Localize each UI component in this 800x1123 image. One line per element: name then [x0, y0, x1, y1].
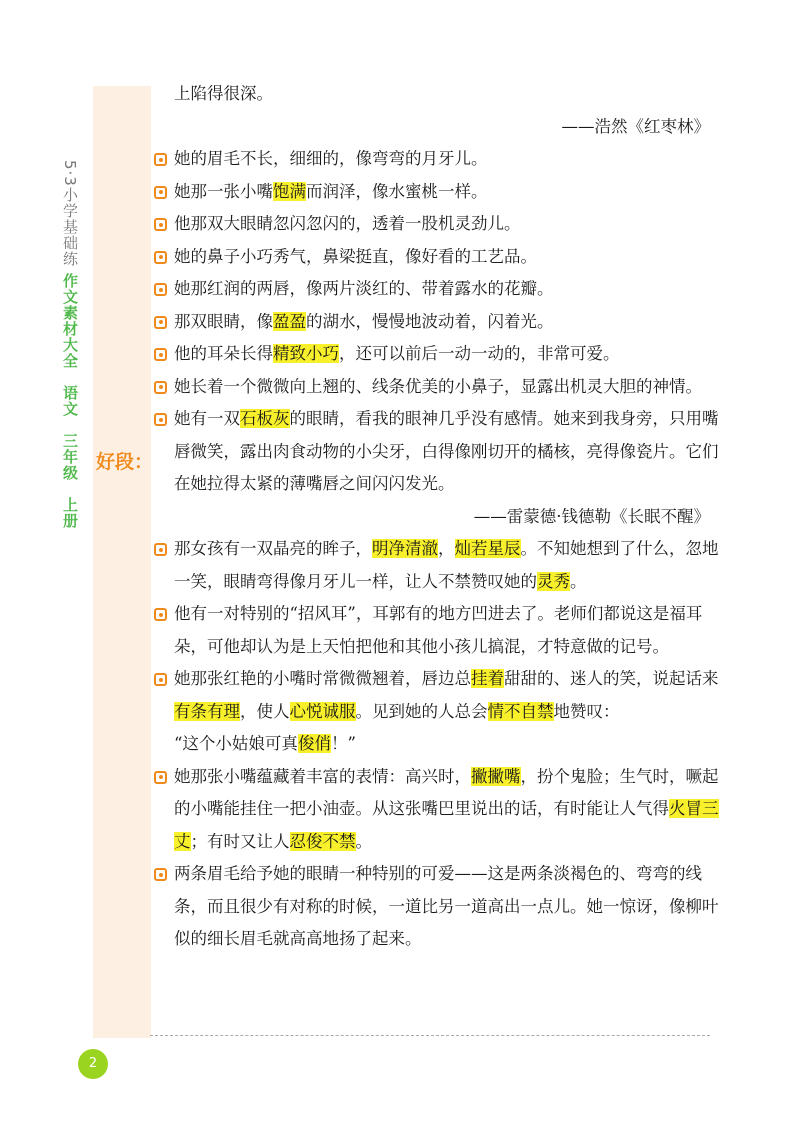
- book-brand: 5·3小学基础练: [61, 160, 79, 267]
- item-text: ，还可以前后一动一动的，非常可爱。: [339, 344, 620, 363]
- item-text: 她那红润的两唇，像两片淡红的、带着露水的花瓣。: [174, 279, 554, 298]
- item-text: 他的耳朵长得: [174, 344, 273, 363]
- highlight-text: 情不自禁: [487, 701, 554, 721]
- list-item: [160, 208, 720, 241]
- item-text: 。: [570, 571, 587, 591]
- item-text: 她的眉毛不长，细细的，像弯弯的月牙儿。: [174, 149, 488, 168]
- item-text: ；有时又让人: [190, 831, 290, 851]
- item-text: 她那张小嘴蕴藏着丰富的表情：高兴时，: [174, 766, 471, 786]
- item-text: 那双眼睛，像: [174, 311, 273, 331]
- list-item: [160, 273, 720, 306]
- list-item: [160, 306, 720, 339]
- highlight-text: 俊俏: [297, 734, 331, 753]
- item-text: 的眼睛，看我的眼神几乎没有感情。她来到我身旁，只用嘴唇微笑，露出肉食动物的小尖牙，白得像刚切开的橘核，亮得像瓷片。它们在她拉得太紧的薄嘴唇之间闪闪发光。: [174, 409, 719, 493]
- bullet-icon: [154, 771, 167, 784]
- list-item: [160, 241, 720, 274]
- section-label-good-paragraph: 好段：: [96, 451, 154, 473]
- item-text: 甜甜的、迷人的笑，说起话来: [504, 669, 719, 688]
- item-text: ！”: [330, 734, 356, 753]
- highlight-text: 饱满: [273, 181, 306, 201]
- paragraph-item: [160, 598, 720, 663]
- item-text: 的湖水，慢慢地波动着，闪着光。: [306, 311, 554, 331]
- item-text: 她有一双: [174, 409, 240, 428]
- source-citation: ——雷蒙德·钱德勒《长眠不醒》: [473, 506, 710, 526]
- bullet-icon: [154, 413, 167, 426]
- highlight-text: 忍俊不禁: [289, 831, 356, 851]
- highlight-text: 火冒三丈: [174, 799, 719, 851]
- bullet-icon: [154, 868, 167, 881]
- item-text: 那女孩有一双晶亮的眸子，: [174, 539, 372, 558]
- paragraph-item: [160, 761, 720, 859]
- item-text: ，扮个鬼脸；生气时，噘起的小嘴能挂住一把小油壶。从这张嘴巴里说出的话，有时能让人气得: [174, 766, 719, 818]
- highlight-text: 挂着: [471, 669, 504, 688]
- item-text: 。不知她想到了什么，忽地一笑，眼睛弯得像月牙儿一样，让人不禁赞叹她的: [174, 539, 719, 591]
- paragraph-item: [160, 533, 720, 598]
- item-text: 。: [355, 831, 372, 851]
- highlight-text: 石板灰: [240, 409, 290, 428]
- bullet-icon: [154, 218, 167, 231]
- list-item: [160, 143, 720, 176]
- item-text: “这个小姑娘可真: [174, 734, 298, 753]
- list-item: [160, 176, 720, 209]
- highlight-text: 心悦诚服: [289, 701, 356, 721]
- paragraph-item: [160, 858, 720, 956]
- paragraph-item: [160, 403, 720, 501]
- item-text: 而润泽，像水蜜桃一样。: [306, 181, 488, 201]
- bullet-icon: [154, 608, 167, 621]
- bullet-icon: [154, 251, 167, 264]
- list-item: [160, 371, 720, 404]
- left-margin-strip: [93, 86, 154, 1038]
- highlight-text: 精致小巧: [273, 344, 339, 363]
- item-text: 她那一张小嘴: [174, 181, 273, 201]
- bullet-icon: [154, 673, 167, 686]
- bullet-icon: [154, 153, 167, 166]
- item-text: 她那张红艳的小嘴时常微微翘着，唇边总: [174, 669, 471, 688]
- highlight-text: 有条有理: [174, 701, 240, 721]
- list-item: [160, 338, 720, 371]
- item-text: ，使人: [240, 701, 290, 721]
- highlight-text: 盈盈: [273, 311, 306, 331]
- page-number: 2: [78, 1049, 108, 1079]
- item-text: 他那双大眼睛忽闪忽闪的，透着一股机灵劲儿。: [174, 214, 521, 233]
- bullet-icon: [154, 381, 167, 394]
- bullet-icon: [154, 283, 167, 296]
- item-text: 他有一对特别的“招风耳”，耳郭有的地方凹进去了。老师们都说这是福耳朵，可他却认为是上天怕把他和其他小孩儿搞混，才特意做的记号。: [174, 604, 703, 656]
- highlight-text: 灵秀: [537, 571, 570, 591]
- item-text: 地赞叹：: [553, 701, 620, 721]
- item-text: 两条眉毛给予她的眼睛一种特别的可爱——这是两条淡褐色的、弯弯的线条，而且很少有对称的时候，一道比另一道高出一点儿。她一惊讶，像柳叶似的细长眉毛就高高地扬了起来。: [174, 864, 719, 948]
- main-content: [160, 78, 720, 956]
- continued-line: 上陷得很深。: [174, 84, 273, 103]
- item-text: ，: [438, 539, 455, 558]
- side-title: [58, 160, 82, 529]
- bullet-icon: [154, 543, 167, 556]
- footer-divider: [150, 1035, 710, 1036]
- bullet-icon: [154, 316, 167, 329]
- highlight-text: 灿若星辰: [454, 539, 521, 558]
- item-text: 她的鼻子小巧秀气，鼻梁挺直，像好看的工艺品。: [174, 246, 537, 266]
- source-citation: ——浩然《红枣林》: [561, 116, 710, 136]
- item-text: 她长着一个微微向上翘的、线条优美的小鼻子，显露出机灵大胆的神情。: [174, 376, 702, 396]
- bullet-icon: [154, 186, 167, 199]
- highlight-text: 明净清澈: [372, 539, 438, 558]
- book-subtitle: 作文素材大全 语文 三年级 上册: [61, 272, 79, 529]
- bullet-icon: [154, 348, 167, 361]
- paragraph-item: [160, 663, 720, 761]
- item-text: 。见到她的人总会: [355, 701, 488, 721]
- highlight-text: 撇撇嘴: [471, 766, 521, 786]
